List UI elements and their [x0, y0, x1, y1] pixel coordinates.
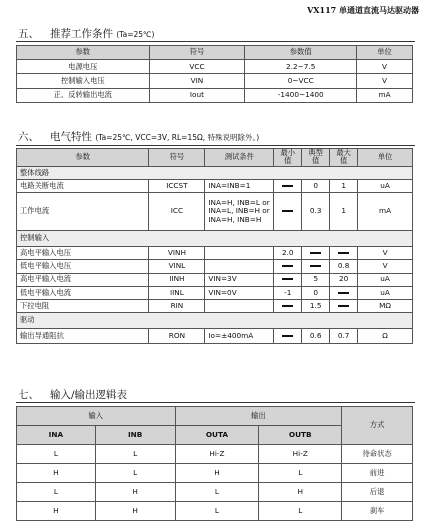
typ-cell — [302, 260, 330, 273]
table-header-row — [17, 407, 413, 426]
typ-cell: 0.3 — [302, 193, 330, 231]
group-label: 控制输入 — [17, 231, 413, 247]
typ-cell: 0.6 — [302, 329, 330, 344]
symbol-cell: Iout — [149, 88, 245, 102]
dash-mark — [282, 210, 293, 212]
unit-cell: V — [357, 60, 413, 74]
table-row — [17, 286, 413, 299]
min-cell — [274, 299, 302, 312]
symbol-cell: IINH — [149, 273, 205, 286]
inb-cell: L — [95, 464, 175, 483]
table-row — [17, 60, 413, 74]
dash-mark — [338, 252, 349, 254]
max-cell — [330, 299, 358, 312]
section-5-rule — [16, 41, 415, 42]
param-cell: 高电平输入电流 — [17, 273, 149, 286]
header-cell: 符号 — [149, 149, 205, 167]
outb-cell: L — [259, 502, 342, 521]
condition-cell: INA=INB=1 — [205, 179, 274, 192]
inb-cell: H — [95, 483, 175, 502]
dash-mark — [310, 265, 321, 267]
header-cell: 单位 — [357, 46, 413, 60]
mode-cell: 前进 — [342, 464, 413, 483]
param-cell: 正、反转输出电流 — [17, 88, 150, 102]
param-cell: 工作电流 — [17, 193, 149, 231]
section-5-subtitle: (Ta=25℃) — [116, 30, 155, 39]
section-6-rule — [16, 145, 415, 146]
symbol-cell: RIN — [149, 299, 205, 312]
condition-line: INA=H, INB=H — [208, 214, 262, 224]
condition-cell: VIN=3V — [205, 273, 274, 286]
group-label: 整体线路 — [17, 166, 413, 179]
unit-cell: uA — [358, 273, 413, 286]
table-row — [17, 329, 413, 344]
dash-mark — [282, 265, 293, 267]
max-cell: 20 — [330, 273, 358, 286]
header-cell: 测试条件 — [205, 149, 274, 167]
min-cell — [274, 329, 302, 344]
mode-cell: 后退 — [342, 483, 413, 502]
section-7-number: 七、 — [18, 389, 39, 401]
group-row — [17, 231, 413, 247]
table-row — [17, 483, 413, 502]
header-cell: 最大值 — [330, 149, 358, 167]
typ-cell — [302, 247, 330, 260]
dash-mark — [282, 335, 293, 337]
param-cell: 电源电压 — [17, 60, 150, 74]
header-cell: 单位 — [358, 149, 413, 167]
max-cell: 0.8 — [330, 260, 358, 273]
dash-mark — [282, 305, 293, 307]
outa-cell: L — [175, 483, 259, 502]
doc-header: VX117 单通道直流马达驱动器 — [307, 5, 419, 15]
unit-cell: mA — [357, 88, 413, 102]
table-row — [17, 193, 413, 231]
col-ina: INA — [17, 426, 96, 445]
table-row — [17, 260, 413, 273]
condition-line: INA=H, INB=L or — [208, 198, 270, 208]
symbol-cell: VIN — [149, 74, 245, 88]
section-6-heading — [18, 129, 259, 144]
section-7-title: 输入/输出逻辑表 — [50, 389, 128, 401]
symbol-cell: VINL — [149, 260, 205, 273]
section-5-title: 推荐工作条件 — [50, 28, 113, 40]
group-label: 驱动 — [17, 313, 413, 329]
param-cell: 控制输入电压 — [17, 74, 150, 88]
table-header-row — [17, 149, 413, 167]
outa-cell: H — [175, 464, 259, 483]
header-cell: 典型值 — [302, 149, 330, 167]
param-cell: 下拉电阻 — [17, 299, 149, 312]
header-cell: 参数值 — [245, 46, 357, 60]
dash-mark — [338, 305, 349, 307]
condition-cell — [205, 193, 274, 231]
header-cell: 符号 — [149, 46, 245, 60]
symbol-cell: IINL — [149, 286, 205, 299]
mode-cell: 刹车 — [342, 502, 413, 521]
symbol-cell: ICCST — [149, 179, 205, 192]
section-5-number: 五、 — [18, 28, 39, 40]
unit-cell: Ω — [358, 329, 413, 344]
table-row — [17, 273, 413, 286]
section-6-subtitle: (Ta=25℃, VCC=3V, RL=15Ω, 特殊说明除外。) — [95, 133, 260, 142]
max-cell: 0.7 — [330, 329, 358, 344]
param-cell: 高电平输入电压 — [17, 247, 149, 260]
min-cell: 2.0 — [274, 247, 302, 260]
min-cell — [274, 273, 302, 286]
input-header: 输入 — [17, 407, 176, 426]
table-row — [17, 299, 413, 312]
typ-cell: 5 — [302, 273, 330, 286]
table-row — [17, 88, 413, 102]
mode-header: 方式 — [342, 407, 413, 445]
unit-cell: V — [358, 260, 413, 273]
section-7-heading — [18, 387, 127, 402]
symbol-cell: VCC — [149, 60, 245, 74]
dash-mark — [338, 292, 349, 294]
min-cell — [274, 260, 302, 273]
outb-cell: Hi-Z — [259, 445, 342, 464]
param-cell: 输出导通阻抗 — [17, 329, 149, 344]
section-5-heading — [18, 26, 154, 41]
condition-cell: Io=±400mA — [205, 329, 274, 344]
min-cell — [274, 193, 302, 231]
param-cell: 电路关断电流 — [17, 179, 149, 192]
ina-cell: H — [17, 464, 96, 483]
param-cell: 低电平输入电压 — [17, 260, 149, 273]
ina-cell: H — [17, 502, 96, 521]
header-cell: 参数 — [17, 149, 149, 167]
condition-line: INA=L, INB=H or — [208, 206, 270, 216]
ina-cell: L — [17, 483, 96, 502]
unit-cell: V — [358, 247, 413, 260]
value-cell: -1400~1400 — [245, 88, 357, 102]
typ-cell: 0 — [302, 179, 330, 192]
table-header-row — [17, 46, 413, 60]
col-inb: INB — [95, 426, 175, 445]
max-cell — [330, 247, 358, 260]
header-cell: 参数 — [17, 46, 150, 60]
electrical-characteristics-table — [16, 148, 413, 344]
unit-cell: V — [357, 74, 413, 88]
unit-cell: mA — [358, 193, 413, 231]
typ-cell: 1.5 — [302, 299, 330, 312]
unit-cell: MΩ — [358, 299, 413, 312]
recommended-conditions-table — [16, 45, 413, 103]
output-header: 输出 — [175, 407, 342, 426]
symbol-cell: ICC — [149, 193, 205, 231]
group-row — [17, 313, 413, 329]
symbol-cell: RON — [149, 329, 205, 344]
param-cell: 低电平输入电流 — [17, 286, 149, 299]
unit-cell: uA — [358, 179, 413, 192]
section-6-number: 六、 — [18, 131, 39, 143]
ina-cell: L — [17, 445, 96, 464]
max-cell: 1 — [330, 179, 358, 192]
unit-cell: uA — [358, 286, 413, 299]
typ-cell: 0 — [302, 286, 330, 299]
outb-cell: H — [259, 483, 342, 502]
condition-cell: VIN=0V — [205, 286, 274, 299]
mode-cell: 待命状态 — [342, 445, 413, 464]
group-row — [17, 166, 413, 179]
value-cell: 2.2~7.5 — [245, 60, 357, 74]
table-row — [17, 247, 413, 260]
condition-cell — [205, 247, 274, 260]
outa-cell: Hi-Z — [175, 445, 259, 464]
outb-cell: L — [259, 464, 342, 483]
condition-cell — [205, 260, 274, 273]
value-cell: 0~VCC — [245, 74, 357, 88]
max-cell — [330, 286, 358, 299]
dash-mark — [282, 185, 293, 187]
min-cell — [274, 179, 302, 192]
symbol-cell: VINH — [149, 247, 205, 260]
table-row — [17, 502, 413, 521]
header-cell: 最小值 — [274, 149, 302, 167]
min-cell: -1 — [274, 286, 302, 299]
col-outb: OUTB — [259, 426, 342, 445]
condition-cell — [205, 299, 274, 312]
table-row — [17, 74, 413, 88]
section-7-rule — [16, 402, 415, 403]
section-6-title: 电气特性 — [50, 131, 92, 143]
outa-cell: L — [175, 502, 259, 521]
dash-mark — [310, 252, 321, 254]
inb-cell: L — [95, 445, 175, 464]
table-row — [17, 464, 413, 483]
table-row — [17, 445, 413, 464]
dash-mark — [282, 278, 293, 280]
table-row — [17, 179, 413, 192]
col-outa: OUTA — [175, 426, 259, 445]
logic-table — [16, 406, 413, 521]
max-cell: 1 — [330, 193, 358, 231]
inb-cell: H — [95, 502, 175, 521]
